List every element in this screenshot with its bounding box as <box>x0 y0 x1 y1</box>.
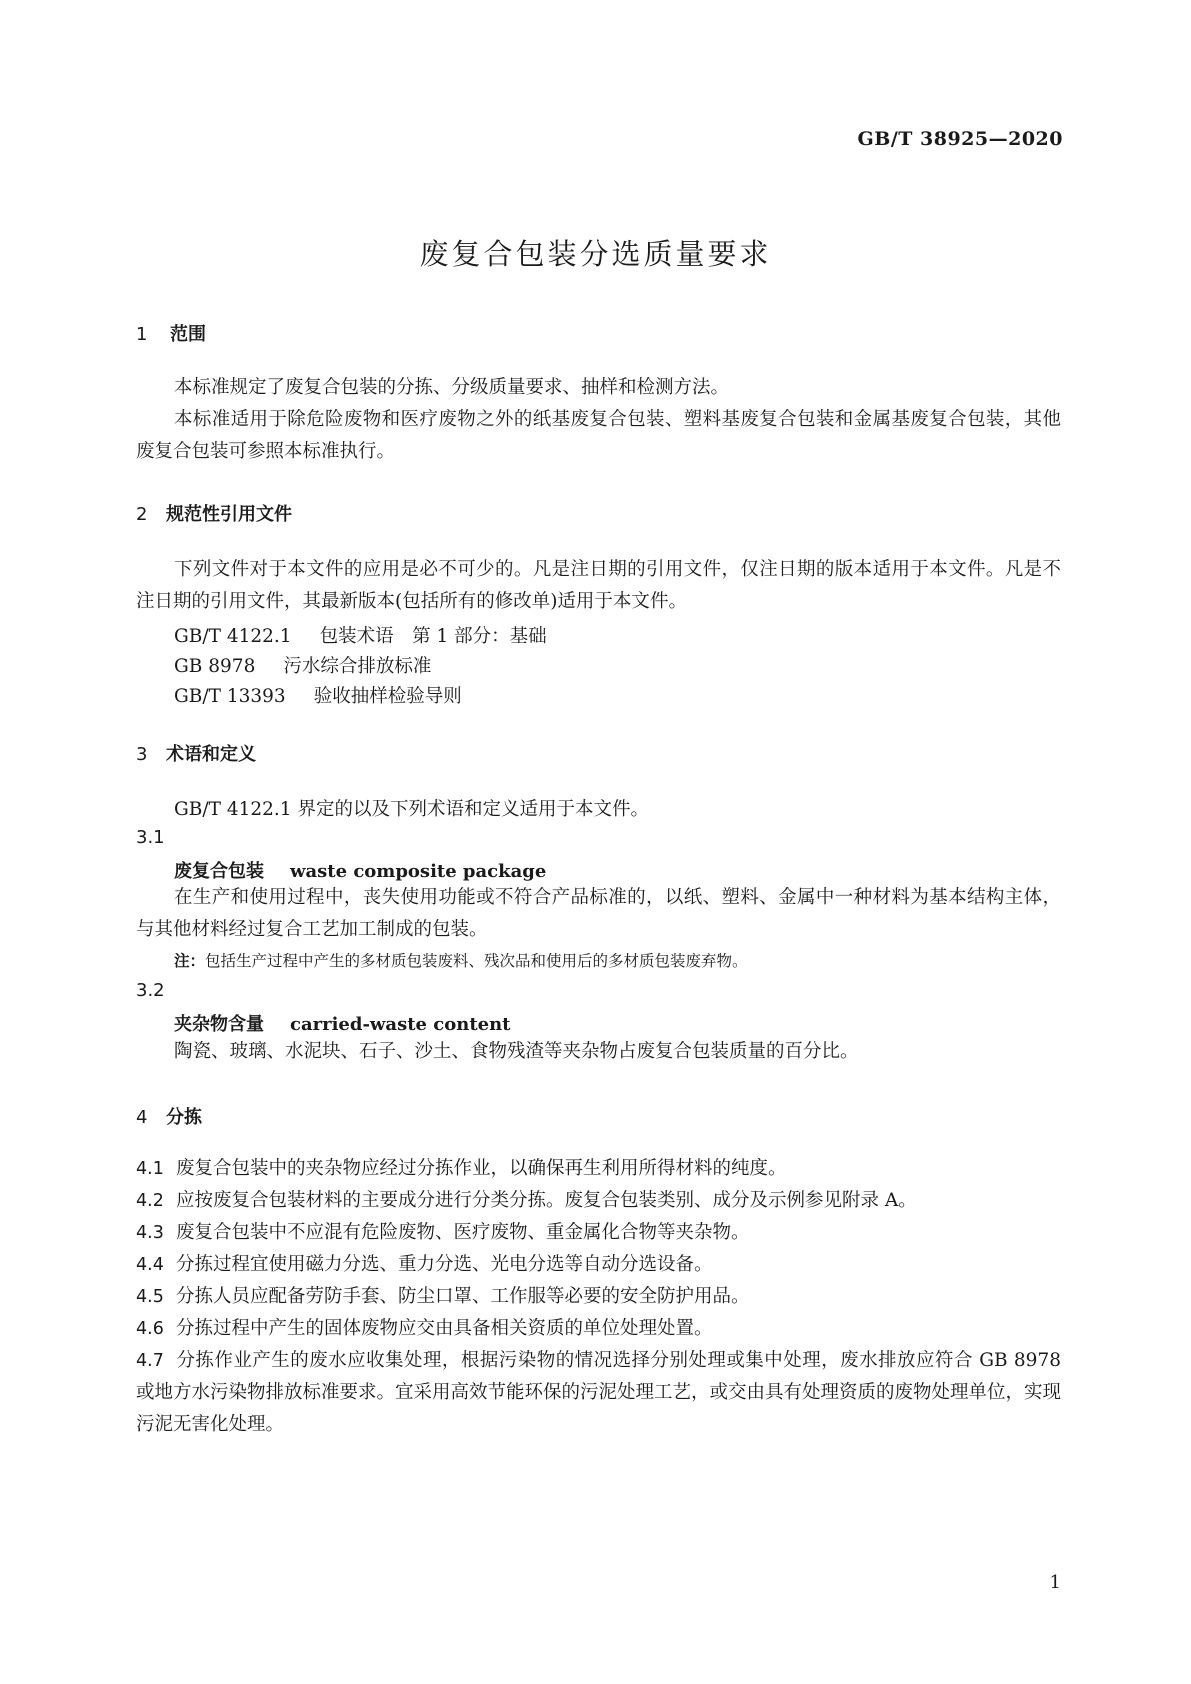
section-2-heading <box>136 500 292 526</box>
section-number: 4 <box>136 1107 148 1128</box>
term-title <box>174 1010 510 1036</box>
term-chinese: 废复合包装 <box>174 861 264 882</box>
clause-number: 4.7 <box>136 1351 164 1371</box>
term-number: 3.1 <box>136 827 165 848</box>
section-number: 2 <box>136 504 148 525</box>
clause-text: 废复合包装中的夹杂物应经过分拣作业，以确保再生利用所得材料的纯度。 <box>176 1158 787 1179</box>
normative-reference <box>174 622 547 648</box>
clause-item <box>136 1185 1061 1217</box>
term-title <box>174 857 546 883</box>
section-1-paragraph-1: 本标准规定了废复合包装的分拣、分级质量要求、抽样和检测方法。 <box>174 377 730 398</box>
normative-reference <box>174 682 462 708</box>
standard-code: GB/T 38925—2020 <box>857 128 1063 150</box>
note-text: 包括生产过程中产生的多材质包装废料、残次品和使用后的多材质包装废弃物。 <box>205 952 748 970</box>
clause-number: 4.2 <box>136 1191 164 1211</box>
term-english: carried-waste content <box>290 1014 511 1035</box>
term-definition: 在生产和使用过程中，丧失使用功能或不符合产品标准的，以纸、塑料、金属中一种材料为基本结构主体，与其他材料经过复合工艺加工制成的包装。 <box>136 887 1061 940</box>
reference-title: 污水综合排放标准 <box>283 656 432 677</box>
term-english: waste composite package <box>290 861 547 882</box>
clause-number: 4.3 <box>136 1223 164 1243</box>
note-label: 注： <box>174 952 206 970</box>
clause-number: 4.1 <box>136 1159 164 1179</box>
reference-code: GB/T 13393 <box>174 686 286 707</box>
clause-text: 废复合包装中不应混有危险废物、医疗废物、重金属化合物等夹杂物。 <box>176 1222 750 1243</box>
clause-text: 分拣过程中产生的固体废物应交由具备相关资质的单位处理处置。 <box>176 1318 713 1339</box>
section-title: 范围 <box>170 324 206 345</box>
term-chinese: 夹杂物含量 <box>174 1014 264 1035</box>
section-2-intro: 下列文件对于本文件的应用是必不可少的。凡是注日期的引用文件，仅注日期的版本适用于本文件。凡是不注日期的引用文件，其最新版本(包括所有的修改单)适用于本文件。 <box>136 559 1061 612</box>
clause-text: 分拣作业产生的废水应收集处理，根据污染物的情况选择分别处理或集中处理，废水排放应符合 GB 8978 或地方水污染物排放标准要求。宜采用高效节能环保的污泥处理工艺，或交由具有处理资质的废物处理单位，实现污泥无害化处理。 <box>136 1350 1062 1435</box>
term-number: 3.2 <box>136 980 165 1001</box>
section-3-heading <box>136 740 256 766</box>
section-title: 术语和定义 <box>166 744 256 765</box>
clause-item <box>136 1249 1061 1281</box>
section-title: 规范性引用文件 <box>166 504 292 525</box>
normative-reference <box>174 652 431 678</box>
section-3-intro: GB/T 4122.1 界定的以及下列术语和定义适用于本文件。 <box>174 799 649 820</box>
section-number: 3 <box>136 744 148 765</box>
reference-title: 包装术语 第 1 部分：基础 <box>319 626 547 647</box>
page-number: 1 <box>1049 1572 1061 1593</box>
reference-code: GB 8978 <box>174 656 256 677</box>
reference-title: 验收抽样检验导则 <box>313 686 462 707</box>
clause-item <box>136 1345 1061 1441</box>
clause-text: 分拣过程宜使用磁力分选、重力分选、光电分选等自动分选设备。 <box>176 1254 713 1275</box>
clause-text: 分拣人员应配备劳防手套、防尘口罩、工作服等必要的安全防护用品。 <box>176 1286 750 1307</box>
clause-number: 4.4 <box>136 1255 164 1275</box>
term-note <box>174 949 748 971</box>
clause-number: 4.5 <box>136 1287 164 1307</box>
clause-item <box>136 1313 1061 1345</box>
section-title: 分拣 <box>166 1107 202 1128</box>
clause-number: 4.6 <box>136 1319 164 1339</box>
section-4-heading <box>136 1103 202 1129</box>
clause-item <box>136 1153 1061 1185</box>
term-definition: 陶瓷、玻璃、水泥块、石子、沙土、食物残渣等夹杂物占废复合包装质量的百分比。 <box>174 1041 859 1062</box>
document-title: 废复合包装分选质量要求 <box>419 237 772 271</box>
section-1-paragraph-2: 本标准适用于除危险废物和医疗废物之外的纸基废复合包装、塑料基废复合包装和金属基废复合包装，其他废复合包装可参照本标准执行。 <box>136 409 1061 462</box>
section-number: 1 <box>136 324 148 345</box>
section-1-heading <box>136 320 206 346</box>
reference-code: GB/T 4122.1 <box>174 626 292 647</box>
clause-item <box>136 1281 1061 1313</box>
clause-text: 应按废复合包装材料的主要成分进行分类分拣。废复合包装类别、成分及示例参见附录 A。 <box>176 1190 917 1211</box>
clause-item <box>136 1217 1061 1249</box>
